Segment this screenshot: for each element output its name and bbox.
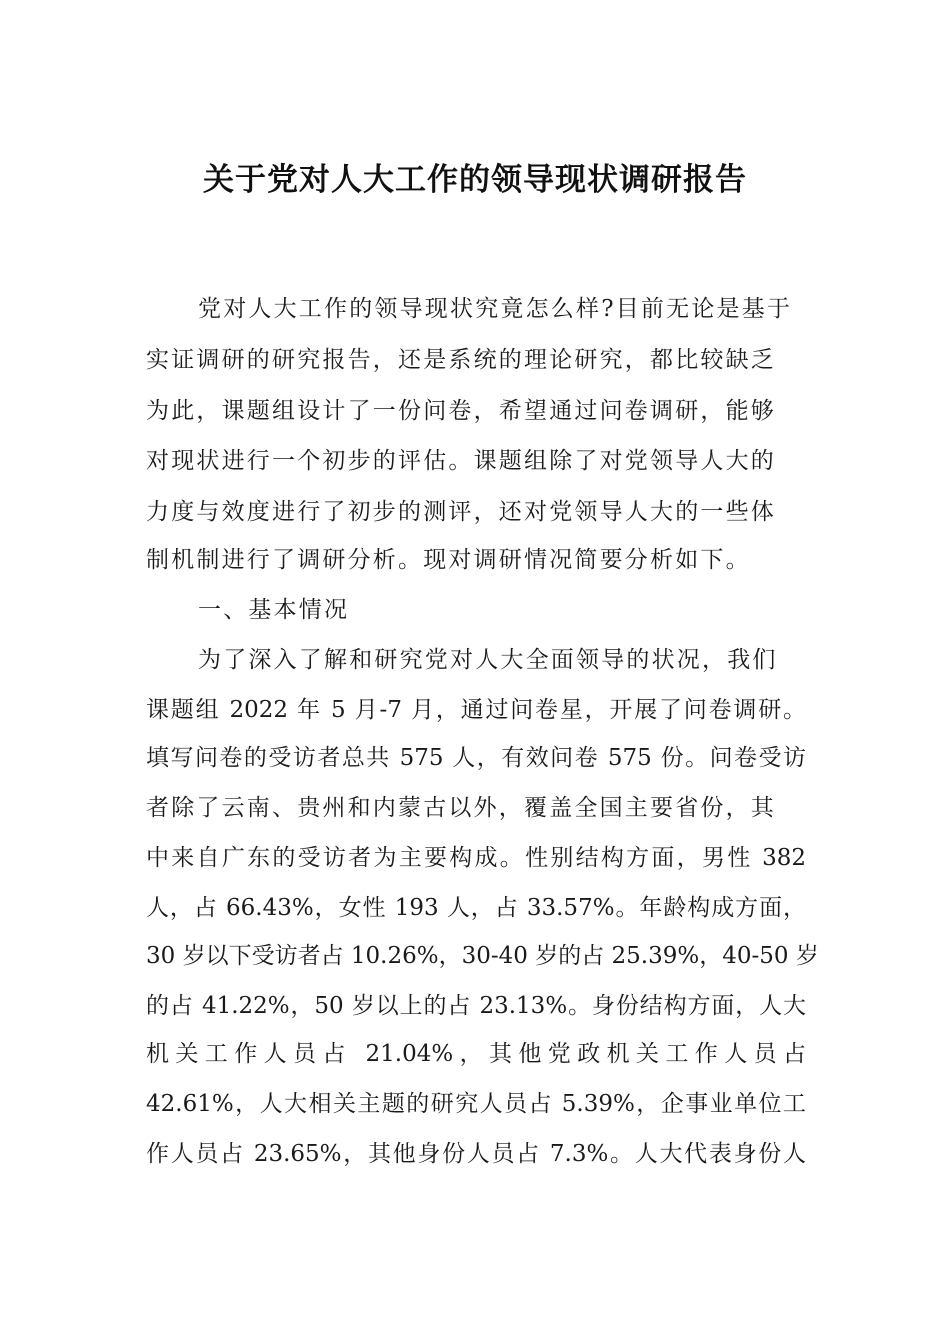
paragraph-line: 对现状进行一个初步的评估。课题组除了对党领导人大的 — [146, 448, 776, 474]
paragraph-line: 为了深入了解和研究党对人大全面领导的状况，我们 — [198, 647, 778, 673]
paragraph-line: 42.61%，人大相关主题的研究人员占 5.39%，企事业单位工 — [146, 1091, 806, 1117]
paragraph-line: 者除了云南、贵州和内蒙古以外，覆盖全国主要省份，其 — [146, 795, 776, 821]
paragraph-line: 的占 41.22%，50 岁以上的占 23.13%。身份结构方面，人大 — [146, 993, 806, 1019]
paragraph-line: 党对人大工作的领导现状究竟怎么样?目前无论是基于 — [198, 296, 793, 322]
document-title: 关于党对人大工作的领导现状调研报告 — [203, 162, 747, 198]
paragraph-line: 填写问卷的受访者总共 575 人，有效问卷 575 份。问卷受访 — [146, 745, 806, 771]
paragraph-line: 30 岁以下受访者占 10.26%，30-40 岁的占 25.39%，40-50 岁 — [146, 943, 819, 969]
paragraph-line: 制机制进行了调研分析。现对调研情况简要分析如下。 — [146, 547, 751, 573]
paragraph-line: 中来自广东的受访者为主要构成。性别结构方面，男性 382 — [146, 845, 806, 871]
paragraph-line: 为此，课题组设计了一份问卷，希望通过问卷调研，能够 — [146, 398, 776, 424]
paragraph-line: 机关工作人员占 21.04%，其他党政机关工作人员占 — [146, 1041, 806, 1067]
paragraph-line: 课题组 2022 年 5 月-7 月，通过问卷星，开展了问卷调研。 — [146, 697, 806, 723]
paragraph-line: 实证调研的研究报告，还是系统的理论研究，都比较缺乏 — [146, 347, 776, 373]
paragraph-line: 作人员占 23.65%，其他身份人员占 7.3%。人大代表身份人 — [146, 1141, 806, 1167]
paragraph-line: 力度与效度进行了初步的测评，还对党领导人大的一些体 — [146, 499, 776, 525]
paragraph-line: 人，占 66.43%，女性 193 人，占 33.57%。年龄构成方面， — [146, 895, 806, 921]
section-heading: 一、基本情况 — [198, 597, 350, 623]
